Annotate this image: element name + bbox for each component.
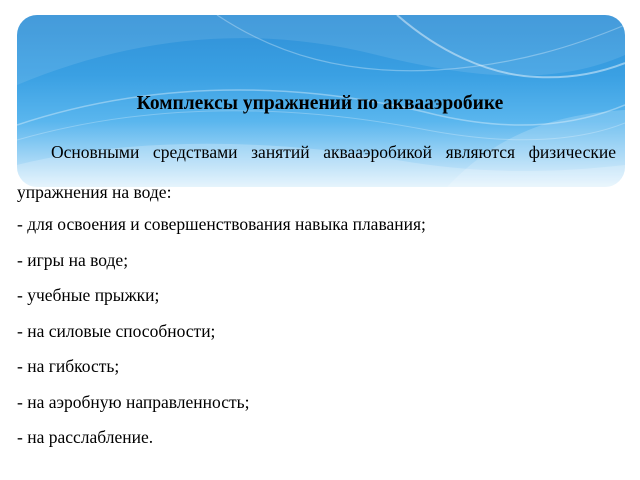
intro-paragraph: Основными средствами занятий аквааэробикой являются физические упражнения на воде: <box>17 142 616 202</box>
list-item: - на гибкость; <box>17 356 120 376</box>
slide-title: Комплексы упражнений по аквааэробике <box>136 93 504 114</box>
exercise-list <box>17 207 426 456</box>
list-item: - на аэробную направленность; <box>17 391 250 412</box>
list-item: - на силовые способности; <box>17 320 216 341</box>
list-item: - для освоения и совершенствования навыка плавания; <box>17 214 426 234</box>
list-item: - игры на воде; <box>17 249 129 270</box>
list-item: - на расслабление. <box>17 427 154 447</box>
list-item: - учебные прыжки; <box>17 285 160 305</box>
